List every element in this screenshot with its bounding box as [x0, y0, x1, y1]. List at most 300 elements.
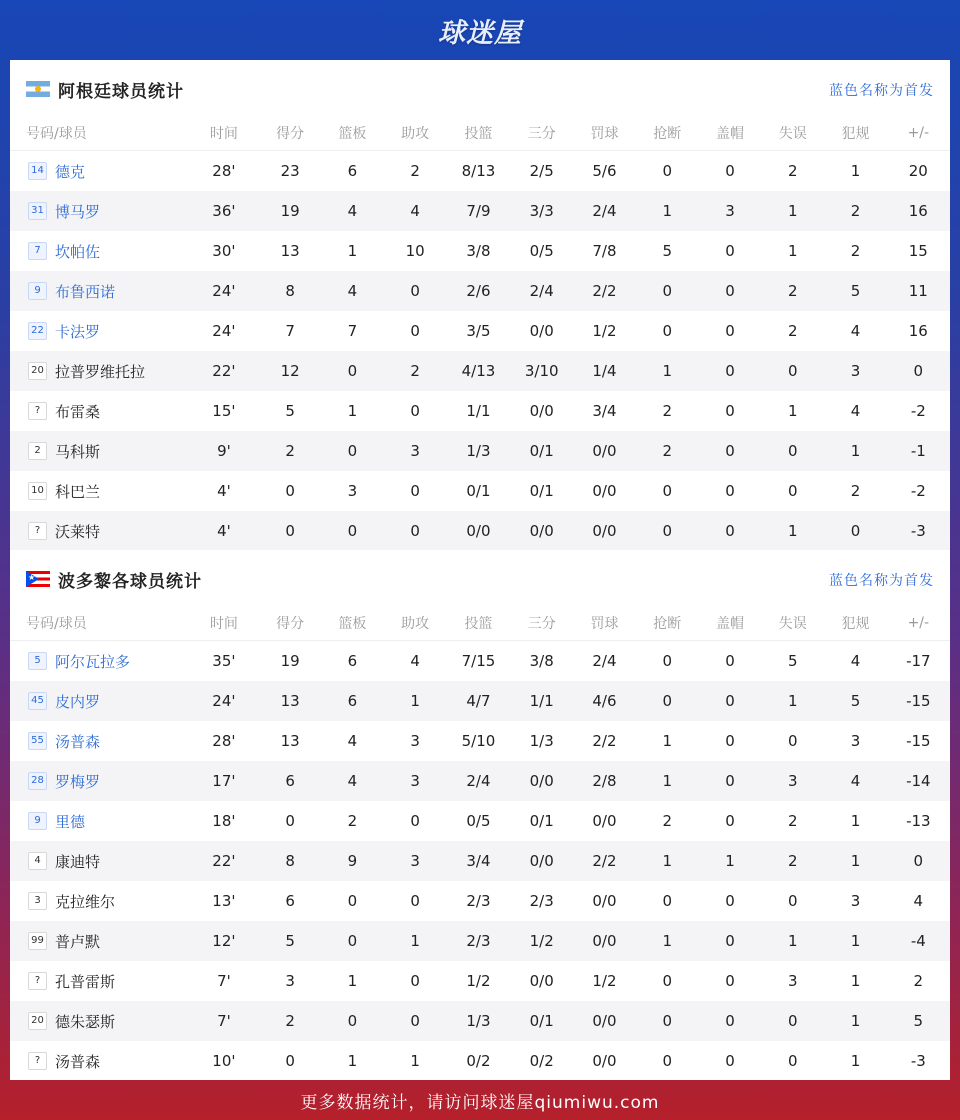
player-row — [10, 151, 950, 192]
stat-cell: 1 — [636, 921, 699, 961]
stat-cell: -1 — [887, 431, 950, 471]
header-row — [10, 118, 950, 151]
stat-cell: 16 — [908, 322, 928, 340]
stat-cell: 0 — [410, 972, 420, 990]
starter-legend: 蓝色名称为首发 — [829, 573, 934, 589]
stat-cell: 1 — [699, 841, 761, 881]
stat-cell: 1 — [761, 921, 824, 961]
stat-cell: 13' — [212, 892, 236, 910]
stat-cell: 8 — [259, 841, 321, 881]
stat-cell: 0/0 — [529, 972, 554, 990]
player-cell — [10, 431, 189, 471]
stat-cell: 4 — [913, 892, 924, 910]
stat-cell: 0 — [787, 482, 798, 500]
column-header-player: 号码/球员 — [10, 118, 189, 151]
stat-cell: 1 — [636, 351, 699, 391]
column-header: 助攻 — [384, 118, 447, 151]
stat-cell: 3/3 — [510, 191, 573, 231]
player-row — [10, 761, 950, 801]
stat-cell: 13 — [280, 242, 300, 260]
stat-cell: 0 — [384, 1001, 447, 1041]
stat-cell: 2/2 — [592, 732, 617, 750]
stat-cell: 24' — [212, 322, 236, 340]
stat-cell: 0/0 — [592, 892, 617, 910]
column-header: 失误 — [761, 118, 824, 151]
stat-cell: 0/5 — [466, 812, 491, 830]
jersey-number-badge: 55 — [28, 732, 47, 750]
stat-cell: -4 — [887, 921, 950, 961]
stat-cell: 4 — [347, 732, 358, 750]
stat-cell: -2 — [910, 482, 926, 500]
stat-cell: 16 — [887, 191, 950, 231]
player-row — [10, 191, 950, 231]
stat-cell: -15 — [906, 732, 931, 750]
stat-cell: 5 — [285, 402, 295, 420]
stat-cell: 0 — [725, 322, 735, 340]
player-cell — [10, 1041, 189, 1081]
player-row — [10, 921, 950, 961]
player-cell — [10, 641, 189, 682]
stat-cell: 3/5 — [466, 322, 491, 340]
player-row — [10, 801, 950, 841]
stat-cell: 3/8 — [466, 242, 491, 260]
column-header: 投篮 — [447, 118, 510, 151]
stat-cell: 5/6 — [592, 162, 617, 180]
stat-cell: 0 — [824, 511, 886, 551]
stat-cell: 7/9 — [447, 191, 510, 231]
stat-cell: 5 — [824, 681, 886, 721]
stat-cell: 2 — [824, 191, 886, 231]
player-row — [10, 1041, 950, 1081]
player-name[interactable]: 布鲁西诺 — [55, 282, 116, 301]
stat-cell: 1/2 — [510, 921, 573, 961]
stat-cell: 3/4 — [592, 402, 617, 420]
stat-cell: 20 — [908, 162, 928, 180]
stat-cell: 2 — [259, 431, 321, 471]
stat-cell: 0 — [285, 482, 295, 500]
jersey-number-badge: 22 — [28, 322, 47, 340]
team-title: 波多黎各球员统计 — [58, 571, 202, 592]
jersey-number-badge: ? — [28, 402, 47, 420]
stat-cell: 13 — [259, 681, 321, 721]
stat-cell: 0 — [699, 681, 761, 721]
jersey-number-badge: 9 — [28, 282, 47, 300]
stat-cell: 9' — [189, 431, 259, 471]
header — [0, 0, 960, 60]
stat-cell: 4/13 — [447, 351, 510, 391]
stat-cell: 0/0 — [529, 322, 554, 340]
player-cell — [10, 471, 189, 511]
stat-cell: 0/0 — [573, 921, 635, 961]
stat-cell: 2 — [384, 351, 447, 391]
stat-cell: 4/6 — [573, 681, 635, 721]
stat-cell: 17' — [189, 761, 259, 801]
stat-cell: 1/3 — [529, 732, 554, 750]
column-header-player: 号码/球员 — [10, 608, 189, 641]
stats-table-header — [10, 118, 950, 151]
jersey-number-badge: 28 — [28, 772, 47, 790]
stat-cell: 4 — [410, 652, 420, 670]
stat-cell: 1 — [636, 191, 699, 231]
stat-cell: 0/0 — [510, 761, 573, 801]
stat-cell: -13 — [906, 812, 931, 830]
stat-cell: 2/3 — [529, 892, 554, 910]
stat-cell: 1/3 — [447, 431, 510, 471]
stat-cell: 3 — [285, 972, 295, 990]
stat-cell: 0 — [662, 892, 672, 910]
column-header: 盖帽 — [699, 608, 761, 641]
stat-cell: 2 — [662, 812, 672, 830]
stat-cell: 0 — [636, 511, 699, 551]
stat-cell: 0 — [761, 351, 824, 391]
player-cell — [10, 511, 189, 551]
player-name[interactable]: 阿尔瓦拉多 — [55, 652, 131, 671]
column-header: 失误 — [761, 608, 824, 641]
player-name: 克拉维尔 — [55, 892, 116, 911]
stat-cell: 0 — [662, 1052, 672, 1070]
stat-cell: 7 — [285, 322, 295, 340]
player-name: 汤普森 — [55, 1052, 101, 1071]
stats-table — [10, 118, 950, 551]
stat-cell: 3 — [384, 761, 447, 801]
column-header: 三分 — [510, 118, 573, 151]
stat-cell: 1/4 — [573, 351, 635, 391]
jersey-number-badge: 9 — [28, 812, 47, 830]
stat-cell: 2 — [913, 972, 924, 990]
stat-cell: 19 — [280, 652, 300, 670]
column-header: 时间 — [189, 118, 259, 151]
stat-cell: 0 — [321, 511, 383, 551]
stat-cell: 0 — [410, 482, 420, 500]
player-row — [10, 391, 950, 431]
player-cell — [10, 881, 189, 921]
stat-cell: 1/1 — [510, 681, 573, 721]
stat-cell: 1 — [787, 402, 798, 420]
jersey-number-badge: 31 — [28, 202, 47, 220]
player-row — [10, 881, 950, 921]
stat-cell: 3 — [787, 972, 798, 990]
argentina-flag-icon — [26, 81, 50, 97]
stat-cell: 30' — [212, 242, 236, 260]
stat-cell: 3 — [699, 191, 761, 231]
column-header: 篮板 — [321, 608, 383, 641]
stat-cell: 2 — [761, 271, 824, 311]
stat-cell: 0 — [410, 892, 420, 910]
stat-cell: 0 — [725, 812, 735, 830]
stat-cell: 1/2 — [466, 972, 491, 990]
stat-cell: 4 — [850, 322, 861, 340]
player-cell — [10, 311, 189, 351]
stat-cell: 0 — [321, 921, 383, 961]
player-cell — [10, 191, 189, 231]
column-header: 抢断 — [636, 118, 699, 151]
stat-cell: 0 — [321, 1001, 383, 1041]
jersey-number-badge: 4 — [28, 852, 47, 870]
stat-cell: 3 — [384, 431, 447, 471]
stat-cell: 0 — [699, 351, 761, 391]
player-name: 布雷桑 — [55, 402, 101, 421]
stat-cell: 1 — [850, 162, 861, 180]
stat-cell: 0 — [725, 732, 735, 750]
column-header: +/- — [887, 118, 950, 151]
stat-cell: 0 — [636, 271, 699, 311]
stat-cell: 3/10 — [510, 351, 573, 391]
player-cell — [10, 961, 189, 1001]
stat-cell: 2 — [636, 431, 699, 471]
stat-cell: 2 — [850, 242, 861, 260]
footer-link-text[interactable]: 更多数据统计，请访问球迷屋qiumiwu.com — [300, 1092, 660, 1113]
stat-cell: 2 — [787, 322, 798, 340]
stat-cell: 5 — [787, 652, 798, 670]
stat-cell: 1 — [761, 191, 824, 231]
player-row — [10, 961, 950, 1001]
stat-cell: 1/3 — [447, 1001, 510, 1041]
stat-cell: 4 — [384, 191, 447, 231]
stat-cell: 0 — [761, 1001, 824, 1041]
player-cell — [10, 391, 189, 431]
stat-cell: 0/2 — [529, 1052, 554, 1070]
stat-cell: 5 — [824, 271, 886, 311]
column-header: 三分 — [510, 608, 573, 641]
stat-cell: 0 — [699, 1001, 761, 1041]
stat-cell: 0 — [321, 351, 383, 391]
stat-cell: 4 — [321, 191, 383, 231]
stat-cell: 0 — [321, 431, 383, 471]
stat-cell: 2/3 — [447, 921, 510, 961]
stat-cell: 3 — [850, 892, 861, 910]
stat-cell: 3 — [824, 351, 886, 391]
stat-cell: 0/0 — [573, 511, 635, 551]
stat-cell: 28' — [212, 162, 236, 180]
player-name[interactable]: 博马罗 — [55, 202, 101, 221]
column-header: 得分 — [259, 608, 321, 641]
player-name: 沃莱特 — [55, 522, 101, 541]
player-cell — [10, 721, 189, 761]
stat-cell: 0 — [259, 511, 321, 551]
player-row — [10, 231, 950, 271]
stat-cell: 1 — [662, 732, 672, 750]
stat-cell: 2 — [761, 841, 824, 881]
stats-table-body — [10, 641, 950, 1082]
stats-table — [10, 608, 950, 1081]
stat-cell: 10 — [405, 242, 425, 260]
stat-cell: 0 — [384, 511, 447, 551]
stat-cell: 0/5 — [529, 242, 554, 260]
stat-cell: 12 — [259, 351, 321, 391]
jersey-number-badge: 5 — [28, 652, 47, 670]
stat-cell: 24' — [189, 681, 259, 721]
stat-cell: 0/0 — [592, 482, 617, 500]
column-header: 犯规 — [824, 608, 886, 641]
stat-cell: 2/2 — [573, 841, 635, 881]
stat-cell: 36' — [189, 191, 259, 231]
player-row — [10, 471, 950, 511]
stat-cell: -14 — [887, 761, 950, 801]
player-row — [10, 311, 950, 351]
stat-cell: 7 — [347, 322, 358, 340]
stat-cell: -15 — [887, 681, 950, 721]
jersey-number-badge: 7 — [28, 242, 47, 260]
stat-cell: 3 — [384, 841, 447, 881]
player-name[interactable]: 罗梅罗 — [55, 772, 101, 791]
player-row — [10, 431, 950, 471]
stat-cell: 15 — [908, 242, 928, 260]
stat-cell: 7' — [217, 972, 231, 990]
jersey-number-badge: 20 — [28, 1012, 47, 1030]
stat-cell: 7' — [189, 1001, 259, 1041]
player-row — [10, 1001, 950, 1041]
player-name[interactable]: 汤普森 — [55, 732, 101, 751]
stat-cell: 3 — [850, 732, 861, 750]
player-row — [10, 841, 950, 881]
stat-cell: 10' — [212, 1052, 236, 1070]
stat-cell: 2 — [662, 402, 672, 420]
stat-cell: 1 — [347, 972, 358, 990]
stat-cell: 5 — [662, 242, 672, 260]
player-row — [10, 721, 950, 761]
stat-cell: 1 — [824, 921, 886, 961]
puerto-rico-flag-icon: ★ — [26, 571, 50, 587]
stat-cell: -3 — [910, 1052, 926, 1070]
stat-cell: -2 — [910, 402, 926, 420]
stat-cell: 22' — [189, 351, 259, 391]
stat-cell: 1 — [347, 402, 358, 420]
stat-cell: 0/0 — [510, 511, 573, 551]
column-header: 得分 — [259, 118, 321, 151]
stat-cell: 4 — [850, 652, 861, 670]
stat-cell: 2/3 — [466, 892, 491, 910]
site-logo: 球迷屋 — [438, 17, 522, 49]
stat-cell: 9 — [321, 841, 383, 881]
player-name[interactable]: 里德 — [55, 812, 86, 831]
column-header: 篮板 — [321, 118, 383, 151]
stat-cell: 24' — [189, 271, 259, 311]
stat-cell: 0 — [347, 892, 358, 910]
stat-cell: 35' — [212, 652, 236, 670]
stats-table-body — [10, 151, 950, 552]
stat-cell: 8/13 — [461, 162, 496, 180]
stat-cell: 0 — [285, 1052, 295, 1070]
stat-cell: 22' — [189, 841, 259, 881]
stat-cell: 1/2 — [592, 972, 617, 990]
stat-cell: 3 — [410, 732, 420, 750]
stat-cell: 2 — [787, 812, 798, 830]
stat-cell: 4' — [189, 511, 259, 551]
stat-cell: 5 — [887, 1001, 950, 1041]
jersey-number-badge: 2 — [28, 442, 47, 460]
stat-cell: 18' — [212, 812, 236, 830]
column-header: 盖帽 — [699, 118, 761, 151]
player-name[interactable]: 卡法罗 — [55, 322, 101, 341]
column-header: 犯规 — [824, 118, 886, 151]
stat-cell: 0/1 — [466, 482, 491, 500]
stat-cell: 1 — [636, 841, 699, 881]
stat-cell: 0 — [787, 732, 798, 750]
player-cell — [10, 1001, 189, 1041]
player-row — [10, 351, 950, 391]
stat-cell: 1 — [636, 761, 699, 801]
player-cell — [10, 351, 189, 391]
stat-cell: 0 — [725, 242, 735, 260]
stat-cell: 1/2 — [592, 322, 617, 340]
team-title: 阿根廷球员统计 — [58, 81, 184, 102]
stat-cell: 4' — [217, 482, 231, 500]
player-name: 康迪特 — [55, 852, 101, 871]
player-name[interactable]: 德克 — [55, 162, 86, 181]
player-cell — [10, 761, 189, 801]
stat-cell: 2/6 — [447, 271, 510, 311]
stat-cell: 7/15 — [461, 652, 496, 670]
stat-cell: 0/1 — [529, 812, 554, 830]
stat-cell: 1 — [347, 1052, 358, 1070]
stat-cell: 2/5 — [529, 162, 554, 180]
player-name: 德朱瑟斯 — [55, 1012, 116, 1031]
player-row — [10, 681, 950, 721]
player-name[interactable]: 坎帕佐 — [55, 242, 101, 261]
player-cell — [10, 841, 189, 881]
stat-cell: 11 — [887, 271, 950, 311]
stat-cell: 0 — [787, 1052, 798, 1070]
column-header: +/- — [887, 608, 950, 641]
stat-cell: 12' — [189, 921, 259, 961]
column-header: 投篮 — [447, 608, 510, 641]
stat-cell: 2 — [410, 162, 420, 180]
stat-cell: 1 — [824, 841, 886, 881]
stat-cell: 2/4 — [573, 191, 635, 231]
jersey-number-badge: 3 — [28, 892, 47, 910]
stat-cell: 1 — [761, 681, 824, 721]
starter-legend: 蓝色名称为首发 — [829, 83, 934, 99]
stat-cell: 2 — [259, 1001, 321, 1041]
stat-cell: -17 — [906, 652, 931, 670]
stat-cell: 0/2 — [466, 1052, 491, 1070]
stat-cell: 1 — [410, 1052, 420, 1070]
stat-cell: 6 — [259, 761, 321, 801]
team-title-row — [10, 60, 950, 118]
stat-cell: 1 — [850, 812, 861, 830]
stat-cell: 3 — [761, 761, 824, 801]
stat-cell: 0 — [410, 402, 420, 420]
stat-cell: 3/8 — [529, 652, 554, 670]
stat-cell: 2/4 — [510, 271, 573, 311]
stat-cell: 6 — [285, 892, 295, 910]
stat-cell: 2/2 — [573, 271, 635, 311]
stat-cell: 0/0 — [592, 1052, 617, 1070]
stat-cell: 4 — [850, 402, 861, 420]
stat-cell: 0 — [725, 972, 735, 990]
stat-cell: 0/0 — [510, 841, 573, 881]
stat-cell: 23 — [280, 162, 300, 180]
stat-cell: 0 — [699, 431, 761, 471]
stat-cell: 1/1 — [466, 402, 491, 420]
player-name[interactable]: 皮内罗 — [55, 692, 101, 711]
stat-cell: 8 — [259, 271, 321, 311]
player-cell — [10, 681, 189, 721]
stat-cell: 0/1 — [510, 431, 573, 471]
stat-cell: 0 — [725, 1052, 735, 1070]
stat-cell: 0 — [285, 812, 295, 830]
stat-cell: 4 — [321, 761, 383, 801]
stat-cell: 5/10 — [461, 732, 496, 750]
stat-cell: 5 — [259, 921, 321, 961]
team-title-row — [10, 550, 950, 608]
stat-cell: 15' — [212, 402, 236, 420]
stat-cell: 3 — [347, 482, 358, 500]
stat-cell: 2/8 — [573, 761, 635, 801]
stat-cell: 1 — [850, 972, 861, 990]
stat-cell: 1 — [384, 921, 447, 961]
player-name: 马科斯 — [55, 442, 101, 461]
